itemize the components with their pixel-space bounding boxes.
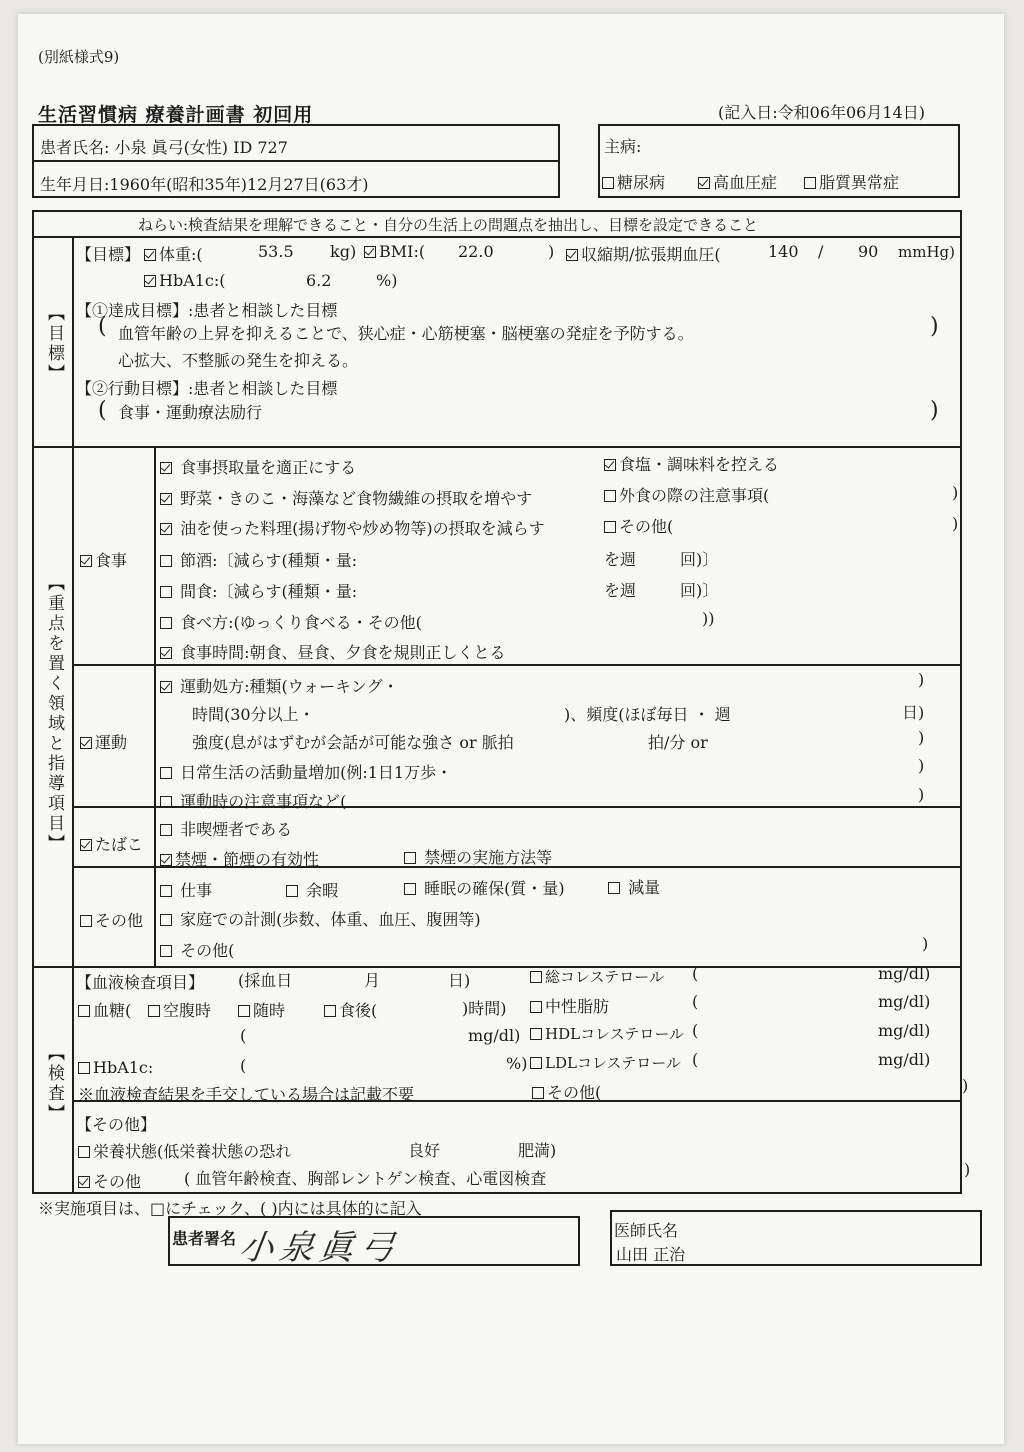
glucose-anytime-label: 随時 bbox=[253, 1001, 286, 1020]
diet-item-5[interactable] bbox=[160, 579, 357, 602]
exercise-label[interactable] bbox=[80, 730, 127, 753]
lipid-ldl-unit: mg/dl) bbox=[878, 1050, 931, 1069]
exercise-time: 時間(30分以上・ bbox=[192, 705, 315, 724]
checkbox-checked-icon[interactable] bbox=[144, 275, 156, 287]
diet-item-1-label: 食事摂取量を適正にする bbox=[180, 458, 357, 477]
lipid-total[interactable] bbox=[530, 966, 664, 987]
bmi-label: BMI:( bbox=[379, 242, 426, 261]
aim-divider bbox=[32, 236, 962, 238]
checkbox-icon[interactable] bbox=[404, 852, 416, 864]
form-number: (別紙様式9) bbox=[38, 48, 120, 66]
other-item-home[interactable] bbox=[160, 907, 481, 930]
exercise-daily[interactable] bbox=[160, 760, 452, 783]
lipid-ldl-paren: ( bbox=[692, 1050, 699, 1069]
diet-item-6[interactable] bbox=[160, 610, 422, 633]
lipid-total-unit: mg/dl) bbox=[878, 964, 931, 983]
patient-name: 患者氏名: 小泉 眞弓(女性) ID 727 bbox=[40, 138, 288, 157]
exercise-day: 日) bbox=[902, 703, 925, 722]
disease-diabetes[interactable] bbox=[602, 170, 665, 193]
diet-item-3-label: 油を使った料理(揚げ物や炒め物等)の摂取を減らす bbox=[180, 519, 545, 538]
exercise-caution-label: 運動時の注意事項など( bbox=[180, 792, 347, 811]
glucose[interactable] bbox=[78, 998, 131, 1021]
disease-dyslipidemia[interactable] bbox=[804, 170, 899, 193]
diet-right-1-label: 食塩・調味料を控える bbox=[619, 455, 780, 474]
close-paren: ) bbox=[918, 728, 925, 747]
lipid-other-label: その他( bbox=[547, 1083, 602, 1102]
other-exam-header: 【その他】 bbox=[76, 1115, 157, 1134]
checkbox-icon[interactable] bbox=[238, 1005, 250, 1017]
entry-date: (記入日:令和06年06月14日) bbox=[718, 103, 925, 122]
other-item-sleep[interactable] bbox=[404, 876, 565, 899]
goal-header: 【目標】 bbox=[76, 245, 141, 264]
checkbox-icon[interactable] bbox=[78, 1005, 90, 1017]
glucose-label: 血糖( bbox=[93, 1001, 132, 1020]
checkbox-icon[interactable] bbox=[530, 1001, 542, 1013]
checkbox-checked-icon[interactable] bbox=[80, 737, 92, 749]
nutrition-obese: 肥満) bbox=[518, 1141, 557, 1160]
checkbox-icon[interactable] bbox=[602, 177, 614, 189]
tobacco-item-2-label: 禁煙・節煙の有効性 bbox=[175, 850, 320, 869]
diet-right-3-label: その他( bbox=[619, 517, 674, 536]
achieve-header: 【①達成目標】:患者と相談した目標 bbox=[76, 301, 338, 320]
diet-item-2-label: 野菜・きのこ・海藻など食物繊維の摂取を増やす bbox=[180, 489, 533, 508]
hba1c-exam[interactable] bbox=[78, 1058, 153, 1077]
focus-section-label: 【重点を置く領域と指導項目】 bbox=[44, 574, 64, 854]
paren-open-icon: ( bbox=[98, 314, 107, 339]
lipid-tg-paren: ( bbox=[692, 992, 699, 1011]
checkbox-icon[interactable] bbox=[160, 617, 172, 629]
weight-label: 体重:( bbox=[159, 245, 203, 264]
section-column-line bbox=[72, 236, 74, 1194]
weight-value[interactable]: 53.5 bbox=[258, 242, 294, 261]
other-exam-value[interactable]: ( 血管年齢検査、胸部レントゲン検査、心電図検査 bbox=[184, 1169, 547, 1188]
bp-slash: / bbox=[818, 242, 824, 261]
checkbox-checked-icon[interactable] bbox=[80, 839, 92, 851]
checkbox-icon[interactable] bbox=[608, 882, 620, 894]
glucose-hours: )時間) bbox=[462, 999, 507, 1018]
hba1c-unit: %) bbox=[376, 271, 398, 290]
tobacco-item-1-label: 非喫煙者である bbox=[180, 820, 293, 839]
snack-times: 回)〕 bbox=[680, 581, 719, 600]
glucose-value-paren: ( bbox=[240, 1026, 247, 1045]
lipid-other[interactable] bbox=[532, 1080, 601, 1103]
form-paper bbox=[18, 14, 1004, 1444]
bp-diastolic[interactable]: 90 bbox=[858, 242, 879, 261]
checkbox-icon[interactable] bbox=[160, 555, 172, 567]
checkbox-checked-icon[interactable] bbox=[364, 246, 376, 258]
patient-birth: 生年月日:1960年(昭和35年)12月27日(63才) bbox=[40, 175, 369, 194]
checkbox-checked-icon[interactable] bbox=[160, 462, 172, 474]
eating-close: )) bbox=[702, 609, 715, 628]
close-paren: ) bbox=[952, 483, 959, 502]
nutrition-good: 良好 bbox=[408, 1141, 441, 1160]
diet-item-6-label: 食べ方:(ゆっくり食べる・その他( bbox=[180, 613, 422, 632]
diet-item-4-label: 節酒:〔減らす(種類・量: bbox=[180, 551, 358, 570]
lipid-tg[interactable] bbox=[530, 994, 609, 1017]
diet-item-3[interactable] bbox=[160, 516, 545, 539]
checkbox-icon[interactable] bbox=[80, 915, 92, 927]
hba1c-goal-label: HbA1c:( bbox=[159, 271, 226, 290]
form-title: 生活習慣病 療養計画書 初回用 bbox=[38, 104, 314, 126]
other-item-home-label: 家庭での計測(歩数、体重、血圧、腹囲等) bbox=[180, 910, 481, 929]
checkbox-icon[interactable] bbox=[148, 1005, 160, 1017]
diet-right-2-label: 外食の際の注意事項( bbox=[619, 486, 770, 505]
hba1c-goal[interactable] bbox=[144, 271, 226, 290]
nutrition-label: 栄養状態(低栄養状態の恐れ bbox=[93, 1142, 292, 1161]
bp-systolic[interactable]: 140 bbox=[768, 242, 799, 261]
other-item-work[interactable] bbox=[160, 878, 212, 901]
bp-label: 収縮期/拡張期血圧( bbox=[581, 245, 721, 264]
checkbox-icon[interactable] bbox=[160, 824, 172, 836]
lipid-ldl[interactable] bbox=[530, 1052, 681, 1073]
exercise-frequency: )、頻度(ほぼ毎日 ・ 週 bbox=[564, 705, 731, 724]
checkbox-icon[interactable] bbox=[160, 796, 172, 808]
glucose-fasting-label: 空腹時 bbox=[163, 1001, 212, 1020]
checkbox-checked-icon[interactable] bbox=[160, 493, 172, 505]
tobacco-label[interactable] bbox=[80, 832, 143, 855]
lipid-total-paren: ( bbox=[692, 964, 699, 983]
paren-close-icon: ) bbox=[930, 314, 939, 339]
checkbox-icon[interactable] bbox=[530, 1028, 542, 1040]
achieve-line-2[interactable]: 心拡大、不整脈の発生を抑える。 bbox=[118, 351, 359, 370]
action-line-1[interactable]: 食事・運動療法励行 bbox=[118, 403, 263, 422]
exercise-prescription[interactable] bbox=[160, 674, 399, 697]
other-item-other[interactable] bbox=[160, 938, 234, 961]
doctor-name: 山田 正治 bbox=[616, 1245, 686, 1264]
diet-divider bbox=[72, 664, 962, 666]
checkbox-icon[interactable] bbox=[404, 883, 416, 895]
checkbox-checked-icon[interactable] bbox=[698, 177, 710, 189]
checkbox-checked-icon[interactable] bbox=[160, 523, 172, 535]
exercise-intensity: 強度(息がはずむが会話が可能な強さ or 脈拍 bbox=[192, 733, 514, 752]
close-paren: ) bbox=[922, 934, 929, 953]
disease-hypertension[interactable] bbox=[698, 170, 777, 193]
hba1c-exam-paren: ( bbox=[240, 1056, 247, 1075]
focus-divider bbox=[32, 966, 962, 968]
close-paren: ) bbox=[962, 1076, 969, 1095]
bp-unit: mmHg) bbox=[898, 243, 955, 261]
other-item-weightloss[interactable] bbox=[608, 875, 660, 898]
patient-divider bbox=[32, 160, 560, 162]
checkbox-checked-icon[interactable] bbox=[160, 854, 172, 866]
checkbox-checked-icon[interactable] bbox=[566, 249, 578, 261]
checkbox-icon[interactable] bbox=[804, 177, 816, 189]
checkbox-icon[interactable] bbox=[604, 521, 616, 533]
focus-label-column-line bbox=[154, 446, 156, 966]
close-paren: ) bbox=[918, 785, 925, 804]
hba1c-exam-unit: %) bbox=[506, 1054, 528, 1073]
checkbox-icon[interactable] bbox=[532, 1087, 544, 1099]
exercise-beats: 拍/分 or bbox=[648, 733, 708, 752]
diet-item-1[interactable] bbox=[160, 455, 356, 478]
checkbox-checked-icon[interactable] bbox=[80, 555, 92, 567]
diet-item-7[interactable] bbox=[160, 640, 506, 663]
diet-item-5-label: 間食:〔減らす(種類・量: bbox=[180, 582, 358, 601]
tobacco-item-2[interactable] bbox=[160, 847, 319, 870]
exercise-caution[interactable] bbox=[160, 789, 346, 812]
lipid-hdl-paren: ( bbox=[692, 1021, 699, 1040]
other-label[interactable] bbox=[80, 908, 143, 931]
checkbox-icon[interactable] bbox=[530, 1057, 542, 1069]
diet-right-2[interactable] bbox=[604, 483, 769, 506]
tobacco-label-text: たばこ bbox=[95, 835, 144, 854]
close-paren: ) bbox=[964, 1160, 971, 1179]
diet-item-7-label: 食事時間:朝食、昼食、夕食を規則正しくとる bbox=[180, 643, 506, 662]
exercise-prescription-label: 運動処方:種類(ウォーキング・ bbox=[180, 677, 399, 696]
exercise-label-text: 運動 bbox=[95, 733, 128, 752]
other-item-leisure-label: 余暇 bbox=[306, 881, 339, 900]
bmi-value[interactable]: 22.0 bbox=[458, 242, 494, 261]
exam-section-label: 【検査】 bbox=[44, 1044, 64, 1124]
goals-section-label: 【目標】 bbox=[44, 304, 64, 384]
lipid-hdl-unit: mg/dl) bbox=[878, 1021, 931, 1040]
bmi-goal[interactable] bbox=[364, 242, 425, 261]
alcohol-per-week: を週 bbox=[604, 550, 637, 569]
diet-label[interactable] bbox=[80, 548, 127, 571]
close-paren: ) bbox=[918, 670, 925, 689]
checkbox-icon[interactable] bbox=[324, 1005, 336, 1017]
checkbox-icon[interactable] bbox=[78, 1062, 90, 1074]
exercise-daily-label: 日常生活の活動量増加(例:1日1万歩・ bbox=[180, 763, 453, 782]
sampling-date: (採血日 bbox=[238, 971, 293, 990]
diet-label-text: 食事 bbox=[95, 551, 128, 570]
checkbox-icon[interactable] bbox=[160, 586, 172, 598]
other-item-leisure[interactable] bbox=[286, 878, 338, 901]
paren-close-icon: ) bbox=[930, 398, 939, 423]
checkbox-icon[interactable] bbox=[160, 945, 172, 957]
bmi-close: ) bbox=[548, 242, 555, 261]
lipid-hdl[interactable] bbox=[530, 1023, 684, 1044]
doctor-label: 医師氏名 bbox=[614, 1221, 679, 1240]
signature-label: 患者署名 bbox=[172, 1229, 237, 1248]
checkbox-icon[interactable] bbox=[160, 767, 172, 779]
achieve-line-1[interactable]: 血管年齢の上昇を抑えることで、狭心症・心筋梗塞・脳梗塞の発症を予防する。 bbox=[118, 324, 694, 343]
other-item-work-label: 仕事 bbox=[180, 881, 213, 900]
glucose-anytime[interactable] bbox=[238, 998, 285, 1021]
close-paren: ) bbox=[952, 514, 959, 533]
other-label-text: その他 bbox=[95, 911, 144, 930]
checkbox-icon[interactable] bbox=[286, 885, 298, 897]
weight-goal[interactable] bbox=[144, 242, 203, 265]
close-paren: ) bbox=[918, 756, 925, 775]
checkbox-icon[interactable] bbox=[160, 914, 172, 926]
diet-item-4[interactable] bbox=[160, 548, 357, 571]
checkbox-icon[interactable] bbox=[160, 885, 172, 897]
paren-open-icon: ( bbox=[98, 398, 107, 423]
disease-dyslipidemia-label: 脂質異常症 bbox=[819, 173, 900, 192]
checkbox-icon[interactable] bbox=[78, 1146, 90, 1158]
exam-note: ※血液検査結果を手交している場合は記載不要 bbox=[78, 1085, 415, 1104]
handwritten-signature: 小泉眞弓 bbox=[236, 1228, 403, 1268]
alcohol-times: 回)〕 bbox=[680, 550, 719, 569]
checkbox-checked-icon[interactable] bbox=[160, 647, 172, 659]
other-item-other-label: その他( bbox=[180, 941, 235, 960]
lipid-hdl-label: HDLコレステロール bbox=[545, 1025, 685, 1043]
glucose-after-meal-label: 食後( bbox=[339, 1001, 378, 1020]
diet-item-2[interactable] bbox=[160, 486, 532, 509]
disease-diabetes-label: 糖尿病 bbox=[617, 173, 666, 192]
glucose-unit: mg/dl) bbox=[468, 1026, 521, 1045]
glucose-fasting[interactable] bbox=[148, 998, 211, 1021]
checkbox-checked-icon[interactable] bbox=[78, 1176, 90, 1188]
other-exam-label: その他 bbox=[93, 1172, 142, 1191]
aim-text: ねらい:検査結果を理解できること・自分の生活上の問題点を抽出し、目標を設定できること bbox=[138, 216, 759, 234]
tobacco-item-3-label: 禁煙の実施方法等 bbox=[424, 848, 553, 867]
blood-header: 【血液検査項目】 bbox=[76, 973, 205, 992]
action-header: 【②行動目標】:患者と相談した目標 bbox=[76, 379, 338, 398]
tobacco-item-1[interactable] bbox=[160, 817, 292, 840]
lipid-total-label: 総コレステロール bbox=[545, 968, 664, 986]
checkbox-checked-icon[interactable] bbox=[144, 249, 156, 261]
other-item-weightloss-label: 減量 bbox=[628, 878, 661, 897]
hba1c-value[interactable]: 6.2 bbox=[306, 271, 332, 290]
hba1c-exam-label: HbA1c: bbox=[93, 1058, 154, 1077]
checkbox-checked-icon[interactable] bbox=[604, 459, 616, 471]
lipid-ldl-label: LDLコレステロール bbox=[545, 1054, 681, 1072]
diet-right-1[interactable] bbox=[604, 452, 779, 475]
disease-hypertension-label: 高血圧症 bbox=[713, 173, 778, 192]
weight-unit: kg) bbox=[330, 242, 357, 261]
checkbox-checked-icon[interactable] bbox=[160, 681, 172, 693]
other-exam[interactable] bbox=[78, 1169, 141, 1192]
checkbox-icon[interactable] bbox=[530, 971, 542, 983]
other-item-sleep-label: 睡眠の確保(質・量) bbox=[424, 879, 565, 898]
lipid-tg-unit: mg/dl) bbox=[878, 992, 931, 1011]
snack-per-week: を週 bbox=[604, 581, 637, 600]
sampling-day: 日) bbox=[448, 971, 471, 990]
diet-right-3[interactable] bbox=[604, 514, 673, 537]
disease-label: 主病: bbox=[604, 137, 642, 156]
lipid-tg-label: 中性脂肪 bbox=[545, 997, 610, 1016]
checkbox-icon[interactable] bbox=[604, 490, 616, 502]
sampling-month: 月 bbox=[364, 971, 381, 990]
bp-goal[interactable] bbox=[566, 242, 721, 265]
footnote: ※実施項目は、□にチェック、( )内には具体的に記入 bbox=[38, 1199, 422, 1218]
nutrition[interactable] bbox=[78, 1139, 291, 1162]
glucose-after-meal[interactable] bbox=[324, 998, 377, 1021]
goals-divider bbox=[32, 446, 962, 448]
tobacco-item-3[interactable] bbox=[404, 845, 552, 868]
